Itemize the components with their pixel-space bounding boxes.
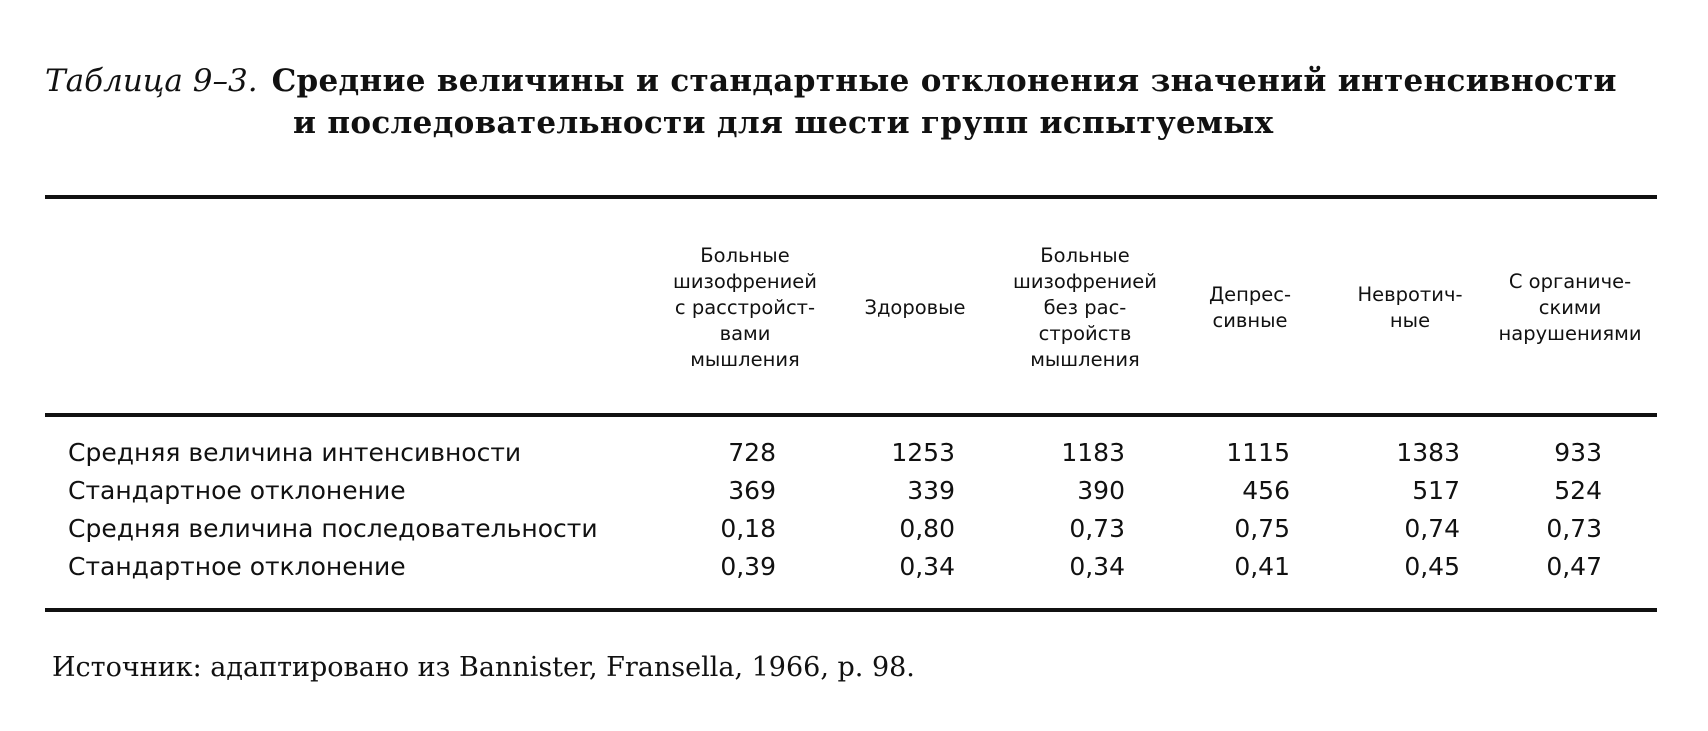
column-header-schizophrenia-no-thought-disorder: Больные шизофренией без рас- стройств мышления	[1013, 244, 1157, 371]
table-cell: 517	[1412, 476, 1460, 505]
table-row	[0, 548, 1708, 586]
column-header-schizophrenia-thought-disorder: Больные шизофренией с расстройст- вами мышления	[673, 244, 817, 371]
column-header-neurotic: Невротич- ные	[1357, 283, 1463, 332]
table-header-rule	[45, 413, 1657, 417]
table-cell: 0,34	[1069, 552, 1125, 581]
table-cell: 0,41	[1234, 552, 1290, 581]
row-label: Средняя величина интенсивности	[68, 438, 522, 467]
table-cell: 524	[1554, 476, 1602, 505]
table-bottom-rule	[45, 608, 1657, 612]
table-top-rule	[45, 195, 1657, 199]
table-cell: 0,73	[1546, 514, 1602, 543]
table-cell: 1253	[891, 438, 955, 467]
table-title-line-2: и последовательности для шести групп испытуемых	[293, 105, 1274, 141]
column-header-depressive: Депрес- сивные	[1208, 283, 1292, 332]
table-cell: 390	[1077, 476, 1125, 505]
table-cell: 0,74	[1404, 514, 1460, 543]
table-cell: 456	[1242, 476, 1290, 505]
row-label: Стандартное отклонение	[68, 476, 406, 505]
table-cell: 0,34	[899, 552, 955, 581]
table-number: Таблица 9–3.	[45, 63, 258, 99]
table-cell: 0,73	[1069, 514, 1125, 543]
table-cell: 1183	[1061, 438, 1125, 467]
table-cell: 0,80	[899, 514, 955, 543]
table-row	[0, 472, 1708, 510]
column-header-healthy: Здоровые	[864, 296, 966, 319]
row-label: Стандартное отклонение	[68, 552, 406, 581]
source-note: Источник: адаптировано из Bannister, Fransella, 1966, p. 98.	[52, 652, 915, 683]
row-label: Средняя величина последовательности	[68, 514, 598, 543]
table-cell: 1115	[1226, 438, 1290, 467]
table-caption	[45, 60, 1645, 144]
table-cell: 0,45	[1404, 552, 1460, 581]
table-cell: 1383	[1396, 438, 1460, 467]
table-row	[0, 510, 1708, 548]
table-title-line-1: Средние величины и стандартные отклонения значений интенсивности	[271, 63, 1617, 99]
table-cell: 369	[728, 476, 776, 505]
table-cell: 728	[728, 438, 776, 467]
table-cell: 0,39	[720, 552, 776, 581]
column-header-organic: С органиче- скими нарушениями	[1498, 270, 1642, 345]
table-cell: 933	[1554, 438, 1602, 467]
table-cell: 339	[907, 476, 955, 505]
table-cell: 0,75	[1234, 514, 1290, 543]
table-cell: 0,18	[720, 514, 776, 543]
table-row	[0, 434, 1708, 472]
table-cell: 0,47	[1546, 552, 1602, 581]
